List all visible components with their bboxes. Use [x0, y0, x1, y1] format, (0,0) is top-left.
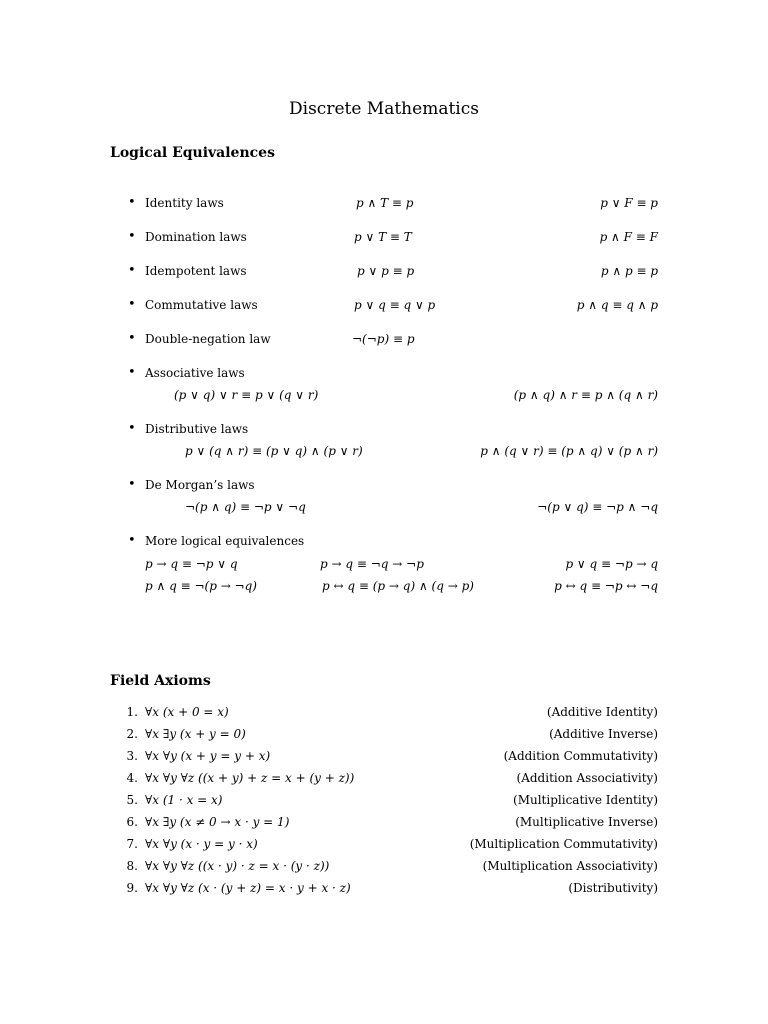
- law-label: Double-negation law: [145, 332, 271, 346]
- law-label: Identity laws: [145, 196, 224, 210]
- law-label: Distributive laws: [145, 422, 249, 436]
- axiom-number: 3.: [126, 749, 138, 763]
- axiom-number: 7.: [126, 837, 138, 851]
- axiom-name: (Multiplicative Inverse): [515, 815, 658, 829]
- equivalence-formula: p ↔ q ≡ ¬p ↔ ¬q: [554, 579, 658, 593]
- law-formula-right: p ∧ (q ∨ r) ≡ (p ∧ q) ∨ (p ∧ r): [480, 444, 658, 458]
- bullet-icon: •: [128, 263, 136, 278]
- field-axioms-heading: Field Axioms: [110, 673, 211, 689]
- axiom-name: (Multiplication Commutativity): [469, 837, 658, 851]
- axiom-number: 9.: [126, 881, 138, 895]
- axiom-number: 1.: [126, 705, 138, 719]
- axiom-formula: ∀x ∀y ∀z ((x + y) + z = x + (y + z)): [145, 771, 355, 785]
- axiom-name: (Multiplicative Identity): [513, 793, 658, 807]
- bullet-icon: •: [128, 421, 136, 436]
- axiom-formula: ∀x ∀y (x + y = y + x): [145, 749, 271, 763]
- law-formula-right: p ∧ q ≡ q ∧ p: [576, 298, 658, 312]
- axiom-name: (Additive Inverse): [549, 727, 658, 741]
- axiom-name: (Addition Commutativity): [503, 749, 658, 763]
- law-formula-left: p ∨ T ≡ T: [354, 230, 412, 244]
- law-formula-right: p ∨ F ≡ p: [600, 196, 658, 210]
- axiom-number: 5.: [126, 793, 138, 807]
- axiom-formula: ∀x (1 · x = x): [145, 793, 223, 807]
- axiom-name: (Additive Identity): [546, 705, 658, 719]
- axiom-number: 8.: [126, 859, 138, 873]
- axiom-number: 2.: [126, 727, 138, 741]
- axiom-formula: ∀x ∃y (x ≠ 0 → x · y = 1): [145, 815, 290, 829]
- law-formula-right: ¬(p ∨ q) ≡ ¬p ∧ ¬q: [537, 500, 658, 514]
- law-formula-right: p ∧ F ≡ F: [599, 230, 658, 244]
- bullet-icon: •: [128, 477, 136, 492]
- bullet-icon: •: [128, 331, 136, 346]
- law-label: More logical equivalences: [145, 534, 305, 548]
- equivalence-formula: p ∧ q ≡ ¬(p → ¬q): [145, 579, 257, 593]
- law-label: Commutative laws: [145, 298, 258, 312]
- equivalence-formula: p → q ≡ ¬q → ¬p: [320, 557, 424, 571]
- equivalence-formula: p ↔ q ≡ (p → q) ∧ (q → p): [322, 579, 474, 593]
- law-formula-right: p ∧ p ≡ p: [600, 264, 658, 278]
- law-formula-left: (p ∨ q) ∨ r ≡ p ∨ (q ∨ r): [174, 388, 319, 402]
- law-formula-left: p ∨ q ≡ q ∨ p: [354, 298, 436, 312]
- axiom-number: 4.: [126, 771, 138, 785]
- bullet-icon: •: [128, 229, 136, 244]
- axiom-number: 6.: [126, 815, 138, 829]
- law-formula-left: ¬(¬p) ≡ p: [352, 332, 415, 346]
- law-formula-left: p ∨ p ≡ p: [357, 264, 415, 278]
- axiom-formula: ∀x ∀y ∀z ((x · y) · z = x · (y · z)): [145, 859, 330, 873]
- axiom-name: (Addition Associativity): [516, 771, 658, 785]
- bullet-icon: •: [128, 365, 136, 380]
- equivalence-formula: p → q ≡ ¬p ∨ q: [145, 557, 238, 571]
- axiom-name: (Multiplication Associativity): [482, 859, 658, 873]
- law-formula-left: ¬(p ∧ q) ≡ ¬p ∨ ¬q: [185, 500, 306, 514]
- equivalence-formula: p ∨ q ≡ ¬p → q: [565, 557, 658, 571]
- axiom-formula: ∀x (x + 0 = x): [145, 705, 229, 719]
- axiom-formula: ∀x ∃y (x + y = 0): [145, 727, 246, 741]
- bullet-icon: •: [128, 533, 136, 548]
- axiom-name: (Distributivity): [568, 881, 658, 895]
- page-title: Discrete Mathematics: [289, 99, 479, 119]
- law-label: Idempotent laws: [145, 264, 247, 278]
- bullet-icon: •: [128, 297, 136, 312]
- axiom-formula: ∀x ∀y (x · y = y · x): [145, 837, 258, 851]
- logical-equivalences-heading: Logical Equivalences: [110, 145, 275, 161]
- law-label: Associative laws: [145, 366, 245, 380]
- bullet-icon: •: [128, 195, 136, 210]
- law-label: Domination laws: [145, 230, 247, 244]
- axiom-formula: ∀x ∀y ∀z (x · (y + z) = x · y + x · z): [145, 881, 351, 895]
- law-formula-left: p ∧ T ≡ p: [356, 196, 414, 210]
- law-formula-right: (p ∧ q) ∧ r ≡ p ∧ (q ∧ r): [513, 388, 658, 402]
- law-label: De Morgan’s laws: [145, 478, 255, 492]
- law-formula-left: p ∨ (q ∧ r) ≡ (p ∨ q) ∧ (p ∨ r): [185, 444, 363, 458]
